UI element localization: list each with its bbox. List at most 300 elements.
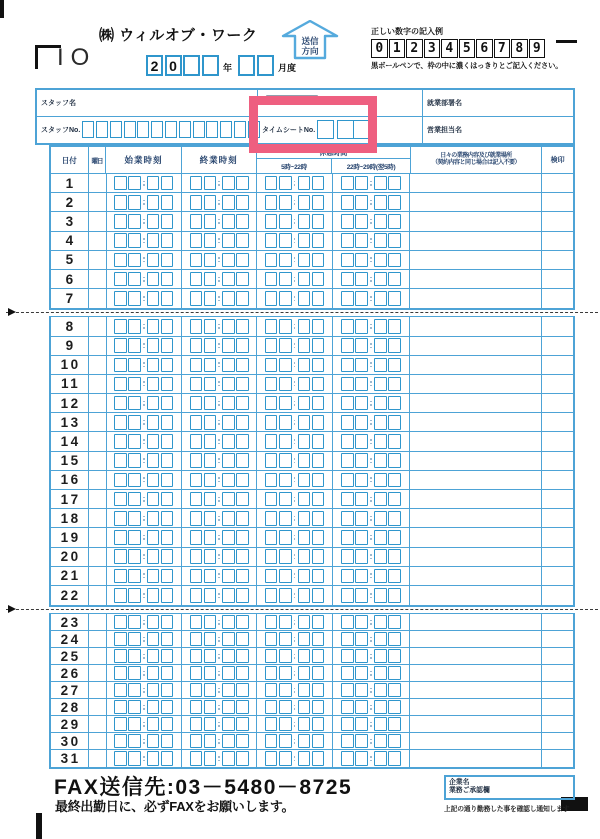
time-digit-box[interactable] xyxy=(279,214,292,229)
time-digit-box[interactable] xyxy=(147,415,160,430)
time-digit-box[interactable] xyxy=(222,214,235,229)
time-digit-box[interactable] xyxy=(128,253,141,268)
time-digit-box[interactable] xyxy=(374,569,387,584)
time-digit-box[interactable] xyxy=(265,588,278,603)
break-night-cell[interactable] xyxy=(333,567,410,585)
work-detail-cell[interactable] xyxy=(410,490,542,508)
start-time-cell[interactable] xyxy=(107,394,182,412)
time-digit-box[interactable] xyxy=(355,434,368,449)
time-digit-box[interactable] xyxy=(161,214,174,229)
time-digit-box[interactable] xyxy=(147,338,160,353)
time-digit-box[interactable] xyxy=(279,700,292,715)
break-day-cell[interactable] xyxy=(257,567,332,585)
time-digit-box[interactable] xyxy=(128,214,141,229)
time-digit-box[interactable] xyxy=(147,666,160,681)
break-day-cell[interactable] xyxy=(257,232,332,250)
time-digit-box[interactable] xyxy=(265,511,278,526)
time-digit-box[interactable] xyxy=(312,338,325,353)
time-digit-box[interactable] xyxy=(265,666,278,681)
time-digit-box[interactable] xyxy=(204,511,217,526)
time-digit-box[interactable] xyxy=(341,700,354,715)
work-detail-cell[interactable] xyxy=(410,733,542,749)
time-digit-box[interactable] xyxy=(298,377,311,392)
time-digit-box[interactable] xyxy=(204,666,217,681)
time-digit-box[interactable] xyxy=(161,453,174,468)
time-digit-box[interactable] xyxy=(161,272,174,287)
break-night-cell[interactable] xyxy=(333,232,410,250)
time-digit-box[interactable] xyxy=(341,272,354,287)
time-digit-box[interactable] xyxy=(355,751,368,766)
time-digit-box[interactable] xyxy=(161,319,174,334)
break-day-cell[interactable] xyxy=(257,733,332,749)
weekday-cell[interactable] xyxy=(89,614,107,630)
break-night-cell[interactable] xyxy=(333,528,410,546)
start-time-cell[interactable] xyxy=(107,567,182,585)
break-day-cell[interactable] xyxy=(257,212,332,230)
time-digit-box[interactable] xyxy=(341,666,354,681)
time-digit-box[interactable] xyxy=(388,377,401,392)
staff-no-digit-box[interactable] xyxy=(96,121,108,138)
break-day-cell[interactable] xyxy=(257,251,332,269)
time-digit-box[interactable] xyxy=(355,549,368,564)
time-digit-box[interactable] xyxy=(298,530,311,545)
break-day-cell[interactable] xyxy=(257,270,332,288)
staff-no-digit-box[interactable] xyxy=(151,121,163,138)
time-digit-box[interactable] xyxy=(374,358,387,373)
time-digit-box[interactable] xyxy=(161,751,174,766)
time-digit-box[interactable] xyxy=(222,700,235,715)
start-time-cell[interactable] xyxy=(107,375,182,393)
time-digit-box[interactable] xyxy=(236,272,249,287)
time-digit-box[interactable] xyxy=(374,632,387,647)
time-digit-box[interactable] xyxy=(298,176,311,191)
time-digit-box[interactable] xyxy=(222,434,235,449)
time-digit-box[interactable] xyxy=(265,377,278,392)
time-digit-box[interactable] xyxy=(374,473,387,488)
time-digit-box[interactable] xyxy=(312,377,325,392)
time-digit-box[interactable] xyxy=(355,338,368,353)
break-day-cell[interactable] xyxy=(257,548,332,566)
staff-no-digit-box[interactable] xyxy=(124,121,136,138)
work-detail-cell[interactable] xyxy=(410,567,542,585)
time-digit-box[interactable] xyxy=(190,683,203,698)
time-digit-box[interactable] xyxy=(236,511,249,526)
time-digit-box[interactable] xyxy=(128,649,141,664)
time-digit-box[interactable] xyxy=(355,700,368,715)
time-digit-box[interactable] xyxy=(355,492,368,507)
weekday-cell[interactable] xyxy=(89,337,107,355)
time-digit-box[interactable] xyxy=(204,683,217,698)
time-digit-box[interactable] xyxy=(161,492,174,507)
time-digit-box[interactable] xyxy=(114,588,127,603)
time-digit-box[interactable] xyxy=(114,700,127,715)
time-digit-box[interactable] xyxy=(355,649,368,664)
time-digit-box[interactable] xyxy=(128,319,141,334)
stamp-cell[interactable] xyxy=(542,490,573,508)
time-digit-box[interactable] xyxy=(190,253,203,268)
weekday-cell[interactable] xyxy=(89,193,107,211)
time-digit-box[interactable] xyxy=(236,396,249,411)
break-night-cell[interactable] xyxy=(333,270,410,288)
stamp-cell[interactable] xyxy=(542,548,573,566)
break-night-cell[interactable] xyxy=(333,733,410,749)
break-day-cell[interactable] xyxy=(257,356,332,374)
time-digit-box[interactable] xyxy=(204,700,217,715)
staff-no-digit-box[interactable] xyxy=(137,121,149,138)
weekday-cell[interactable] xyxy=(89,699,107,715)
time-digit-box[interactable] xyxy=(114,569,127,584)
time-digit-box[interactable] xyxy=(279,683,292,698)
time-digit-box[interactable] xyxy=(298,338,311,353)
stamp-cell[interactable] xyxy=(542,648,573,664)
staff-no-digit-box[interactable] xyxy=(179,121,191,138)
time-digit-box[interactable] xyxy=(222,253,235,268)
time-digit-box[interactable] xyxy=(312,511,325,526)
time-digit-box[interactable] xyxy=(147,272,160,287)
time-digit-box[interactable] xyxy=(236,666,249,681)
time-digit-box[interactable] xyxy=(374,434,387,449)
time-digit-box[interactable] xyxy=(128,569,141,584)
time-digit-box[interactable] xyxy=(265,195,278,210)
time-digit-box[interactable] xyxy=(298,666,311,681)
time-digit-box[interactable] xyxy=(190,615,203,630)
time-digit-box[interactable] xyxy=(312,214,325,229)
time-digit-box[interactable] xyxy=(388,511,401,526)
work-detail-cell[interactable] xyxy=(410,682,542,698)
weekday-cell[interactable] xyxy=(89,232,107,250)
time-digit-box[interactable] xyxy=(236,751,249,766)
time-digit-box[interactable] xyxy=(236,434,249,449)
time-digit-box[interactable] xyxy=(204,272,217,287)
work-detail-cell[interactable] xyxy=(410,394,542,412)
weekday-cell[interactable] xyxy=(89,471,107,489)
time-digit-box[interactable] xyxy=(355,319,368,334)
time-digit-box[interactable] xyxy=(298,588,311,603)
end-time-cell[interactable] xyxy=(182,270,257,288)
time-digit-box[interactable] xyxy=(355,530,368,545)
time-digit-box[interactable] xyxy=(236,319,249,334)
stamp-cell[interactable] xyxy=(542,337,573,355)
time-digit-box[interactable] xyxy=(388,569,401,584)
time-digit-box[interactable] xyxy=(388,666,401,681)
time-digit-box[interactable] xyxy=(222,751,235,766)
year-digit-box[interactable]: 0 xyxy=(165,55,182,76)
work-detail-cell[interactable] xyxy=(410,528,542,546)
sales-rep-cell[interactable] xyxy=(423,117,573,144)
start-time-cell[interactable] xyxy=(107,528,182,546)
time-digit-box[interactable] xyxy=(204,734,217,749)
end-time-cell[interactable] xyxy=(182,682,257,698)
time-digit-box[interactable] xyxy=(298,415,311,430)
time-digit-box[interactable] xyxy=(298,717,311,732)
staff-no-digit-box[interactable] xyxy=(110,121,122,138)
time-digit-box[interactable] xyxy=(279,415,292,430)
time-digit-box[interactable] xyxy=(114,453,127,468)
weekday-cell[interactable] xyxy=(89,631,107,647)
time-digit-box[interactable] xyxy=(341,615,354,630)
time-digit-box[interactable] xyxy=(298,291,311,306)
time-digit-box[interactable] xyxy=(236,358,249,373)
time-digit-box[interactable] xyxy=(388,530,401,545)
staff-no-digit-box[interactable] xyxy=(234,121,246,138)
time-digit-box[interactable] xyxy=(236,214,249,229)
work-detail-cell[interactable] xyxy=(410,317,542,335)
stamp-cell[interactable] xyxy=(542,631,573,647)
time-digit-box[interactable] xyxy=(374,734,387,749)
time-digit-box[interactable] xyxy=(128,549,141,564)
time-digit-box[interactable] xyxy=(388,492,401,507)
time-digit-box[interactable] xyxy=(265,253,278,268)
time-digit-box[interactable] xyxy=(374,549,387,564)
end-time-cell[interactable] xyxy=(182,289,257,308)
time-digit-box[interactable] xyxy=(190,319,203,334)
time-digit-box[interactable] xyxy=(190,734,203,749)
break-night-cell[interactable] xyxy=(333,548,410,566)
time-digit-box[interactable] xyxy=(128,396,141,411)
time-digit-box[interactable] xyxy=(236,253,249,268)
time-digit-box[interactable] xyxy=(265,492,278,507)
time-digit-box[interactable] xyxy=(355,195,368,210)
time-digit-box[interactable] xyxy=(222,233,235,248)
weekday-cell[interactable] xyxy=(89,586,107,605)
time-digit-box[interactable] xyxy=(114,615,127,630)
time-digit-box[interactable] xyxy=(190,415,203,430)
weekday-cell[interactable] xyxy=(89,289,107,308)
time-digit-box[interactable] xyxy=(236,734,249,749)
time-digit-box[interactable] xyxy=(374,700,387,715)
end-time-cell[interactable] xyxy=(182,528,257,546)
staff-no-cell[interactable] xyxy=(37,117,258,144)
time-digit-box[interactable] xyxy=(161,511,174,526)
time-digit-box[interactable] xyxy=(312,253,325,268)
time-digit-box[interactable] xyxy=(114,415,127,430)
break-night-cell[interactable] xyxy=(333,665,410,681)
time-digit-box[interactable] xyxy=(388,434,401,449)
time-digit-box[interactable] xyxy=(279,291,292,306)
weekday-cell[interactable] xyxy=(89,270,107,288)
break-day-cell[interactable] xyxy=(257,413,332,431)
time-digit-box[interactable] xyxy=(204,377,217,392)
time-digit-box[interactable] xyxy=(265,569,278,584)
end-time-cell[interactable] xyxy=(182,750,257,767)
end-time-cell[interactable] xyxy=(182,317,257,335)
break-day-cell[interactable] xyxy=(257,471,332,489)
time-digit-box[interactable] xyxy=(388,272,401,287)
end-time-cell[interactable] xyxy=(182,375,257,393)
time-digit-box[interactable] xyxy=(374,492,387,507)
time-digit-box[interactable] xyxy=(298,569,311,584)
time-digit-box[interactable] xyxy=(161,396,174,411)
time-digit-box[interactable] xyxy=(236,615,249,630)
weekday-cell[interactable] xyxy=(89,452,107,470)
time-digit-box[interactable] xyxy=(161,569,174,584)
time-digit-box[interactable] xyxy=(298,615,311,630)
stamp-cell[interactable] xyxy=(542,614,573,630)
end-time-cell[interactable] xyxy=(182,699,257,715)
break-day-cell[interactable] xyxy=(257,509,332,527)
time-digit-box[interactable] xyxy=(388,338,401,353)
time-digit-box[interactable] xyxy=(298,434,311,449)
weekday-cell[interactable] xyxy=(89,528,107,546)
time-digit-box[interactable] xyxy=(190,530,203,545)
time-digit-box[interactable] xyxy=(355,511,368,526)
time-digit-box[interactable] xyxy=(161,338,174,353)
time-digit-box[interactable] xyxy=(161,291,174,306)
time-digit-box[interactable] xyxy=(341,396,354,411)
time-digit-box[interactable] xyxy=(128,615,141,630)
staff-no-boxes[interactable] xyxy=(82,121,260,138)
time-digit-box[interactable] xyxy=(190,291,203,306)
work-detail-cell[interactable] xyxy=(410,232,542,250)
time-digit-box[interactable] xyxy=(222,569,235,584)
time-digit-box[interactable] xyxy=(374,530,387,545)
time-digit-box[interactable] xyxy=(190,492,203,507)
time-digit-box[interactable] xyxy=(312,176,325,191)
time-digit-box[interactable] xyxy=(222,473,235,488)
time-digit-box[interactable] xyxy=(190,569,203,584)
time-digit-box[interactable] xyxy=(128,358,141,373)
time-digit-box[interactable] xyxy=(114,377,127,392)
start-time-cell[interactable] xyxy=(107,337,182,355)
break-night-cell[interactable] xyxy=(333,356,410,374)
time-digit-box[interactable] xyxy=(204,214,217,229)
time-digit-box[interactable] xyxy=(222,415,235,430)
time-digit-box[interactable] xyxy=(265,272,278,287)
time-digit-box[interactable] xyxy=(279,253,292,268)
time-digit-box[interactable] xyxy=(388,453,401,468)
time-digit-box[interactable] xyxy=(312,683,325,698)
time-digit-box[interactable] xyxy=(265,415,278,430)
time-digit-box[interactable] xyxy=(265,176,278,191)
time-digit-box[interactable] xyxy=(128,717,141,732)
time-digit-box[interactable] xyxy=(147,473,160,488)
time-digit-box[interactable] xyxy=(161,683,174,698)
end-time-cell[interactable] xyxy=(182,413,257,431)
time-digit-box[interactable] xyxy=(161,415,174,430)
stamp-cell[interactable] xyxy=(542,232,573,250)
time-digit-box[interactable] xyxy=(114,751,127,766)
work-detail-cell[interactable] xyxy=(410,337,542,355)
time-digit-box[interactable] xyxy=(279,666,292,681)
time-digit-box[interactable] xyxy=(298,492,311,507)
end-time-cell[interactable] xyxy=(182,648,257,664)
time-digit-box[interactable] xyxy=(204,253,217,268)
start-time-cell[interactable] xyxy=(107,174,182,192)
time-digit-box[interactable] xyxy=(355,683,368,698)
time-digit-box[interactable] xyxy=(204,358,217,373)
time-digit-box[interactable] xyxy=(279,338,292,353)
year-boxes[interactable] xyxy=(146,55,220,76)
time-digit-box[interactable] xyxy=(298,700,311,715)
time-digit-box[interactable] xyxy=(265,649,278,664)
stamp-cell[interactable] xyxy=(542,289,573,308)
time-digit-box[interactable] xyxy=(161,473,174,488)
time-digit-box[interactable] xyxy=(355,588,368,603)
time-digit-box[interactable] xyxy=(355,615,368,630)
end-time-cell[interactable] xyxy=(182,251,257,269)
time-digit-box[interactable] xyxy=(236,377,249,392)
time-digit-box[interactable] xyxy=(374,377,387,392)
break-night-cell[interactable] xyxy=(333,375,410,393)
time-digit-box[interactable] xyxy=(388,615,401,630)
weekday-cell[interactable] xyxy=(89,394,107,412)
work-detail-cell[interactable] xyxy=(410,548,542,566)
end-time-cell[interactable] xyxy=(182,631,257,647)
work-detail-cell[interactable] xyxy=(410,413,542,431)
start-time-cell[interactable] xyxy=(107,471,182,489)
time-digit-box[interactable] xyxy=(388,253,401,268)
break-night-cell[interactable] xyxy=(333,586,410,605)
weekday-cell[interactable] xyxy=(89,212,107,230)
time-digit-box[interactable] xyxy=(204,434,217,449)
time-digit-box[interactable] xyxy=(147,530,160,545)
time-digit-box[interactable] xyxy=(190,511,203,526)
time-digit-box[interactable] xyxy=(128,734,141,749)
time-digit-box[interactable] xyxy=(128,272,141,287)
work-detail-cell[interactable] xyxy=(410,665,542,681)
time-digit-box[interactable] xyxy=(298,214,311,229)
weekday-cell[interactable] xyxy=(89,733,107,749)
time-digit-box[interactable] xyxy=(298,319,311,334)
time-digit-box[interactable] xyxy=(161,588,174,603)
time-digit-box[interactable] xyxy=(388,588,401,603)
weekday-cell[interactable] xyxy=(89,682,107,698)
work-detail-cell[interactable] xyxy=(410,509,542,527)
time-digit-box[interactable] xyxy=(341,233,354,248)
start-time-cell[interactable] xyxy=(107,665,182,681)
time-digit-box[interactable] xyxy=(128,683,141,698)
start-time-cell[interactable] xyxy=(107,212,182,230)
staff-name-cell[interactable] xyxy=(37,90,258,117)
time-digit-box[interactable] xyxy=(265,291,278,306)
time-digit-box[interactable] xyxy=(355,253,368,268)
break-day-cell[interactable] xyxy=(257,452,332,470)
time-digit-box[interactable] xyxy=(222,588,235,603)
time-digit-box[interactable] xyxy=(312,453,325,468)
time-digit-box[interactable] xyxy=(190,453,203,468)
stamp-cell[interactable] xyxy=(542,528,573,546)
time-digit-box[interactable] xyxy=(190,396,203,411)
time-digit-box[interactable] xyxy=(374,751,387,766)
time-digit-box[interactable] xyxy=(236,683,249,698)
time-digit-box[interactable] xyxy=(388,717,401,732)
time-digit-box[interactable] xyxy=(222,717,235,732)
time-digit-box[interactable] xyxy=(190,700,203,715)
break-night-cell[interactable] xyxy=(333,631,410,647)
time-digit-box[interactable] xyxy=(114,734,127,749)
work-detail-cell[interactable] xyxy=(410,648,542,664)
time-digit-box[interactable] xyxy=(265,214,278,229)
time-digit-box[interactable] xyxy=(374,453,387,468)
time-digit-box[interactable] xyxy=(388,319,401,334)
time-digit-box[interactable] xyxy=(341,358,354,373)
time-digit-box[interactable] xyxy=(374,253,387,268)
weekday-cell[interactable] xyxy=(89,490,107,508)
time-digit-box[interactable] xyxy=(279,319,292,334)
end-time-cell[interactable] xyxy=(182,548,257,566)
time-digit-box[interactable] xyxy=(190,272,203,287)
break-day-cell[interactable] xyxy=(257,490,332,508)
month-digit-box[interactable] xyxy=(257,55,274,76)
time-digit-box[interactable] xyxy=(312,632,325,647)
time-digit-box[interactable] xyxy=(236,632,249,647)
time-digit-box[interactable] xyxy=(190,338,203,353)
time-digit-box[interactable] xyxy=(222,319,235,334)
time-digit-box[interactable] xyxy=(114,176,127,191)
time-digit-box[interactable] xyxy=(114,338,127,353)
time-digit-box[interactable] xyxy=(236,338,249,353)
stamp-cell[interactable] xyxy=(542,750,573,767)
